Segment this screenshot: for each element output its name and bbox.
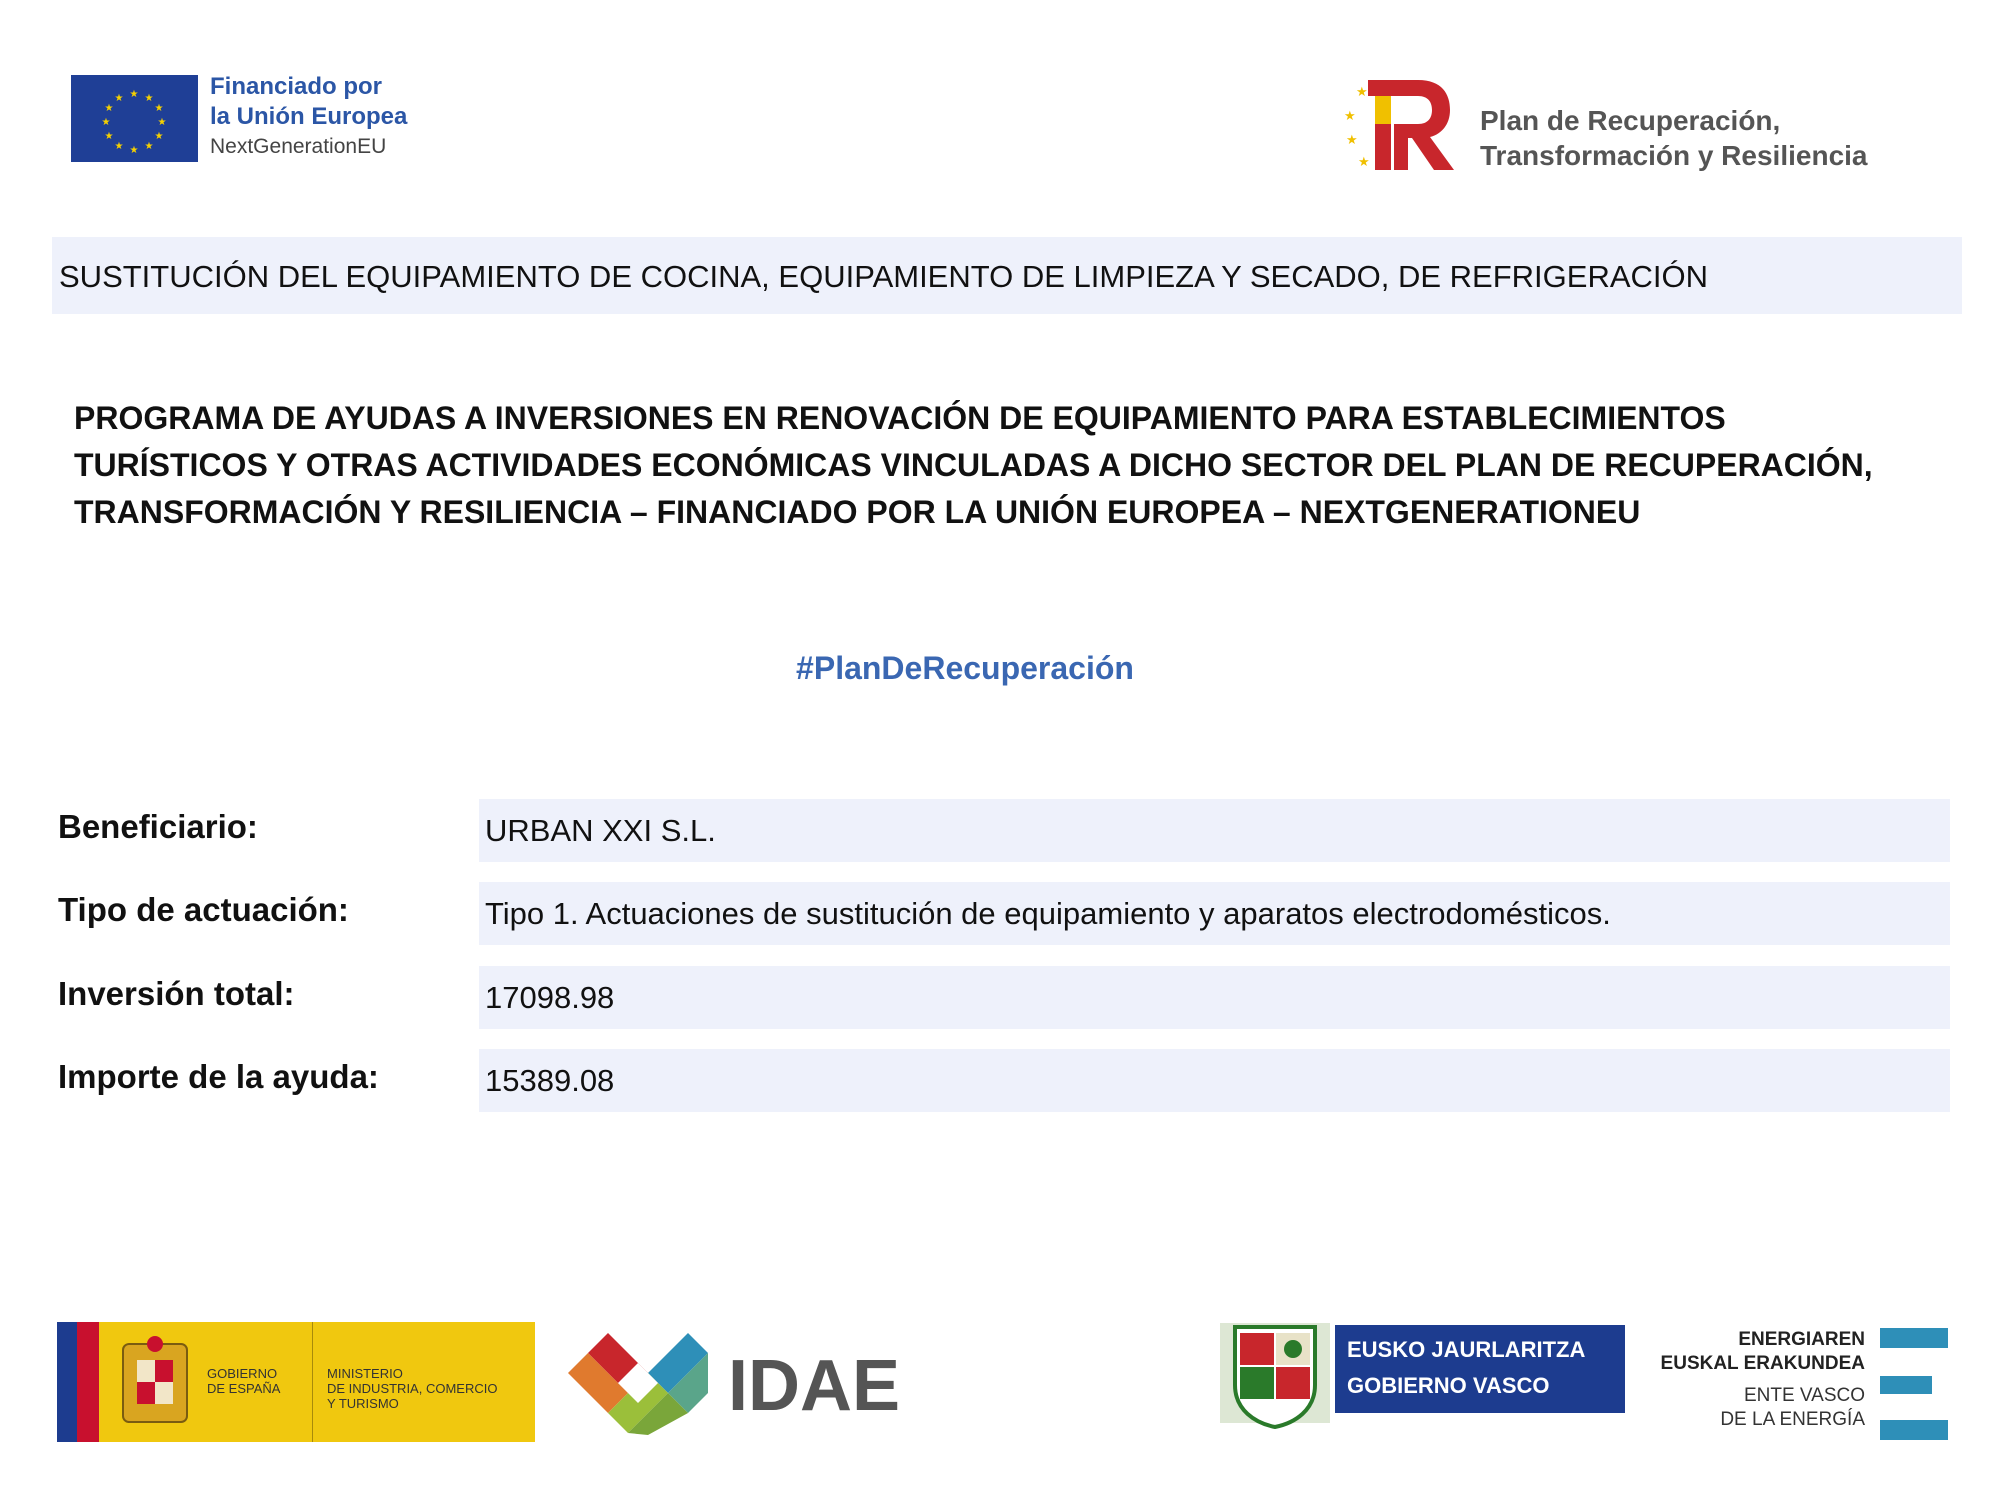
svg-text:★: ★ [144, 141, 154, 152]
svg-text:★: ★ [129, 145, 139, 156]
banner-text: SUSTITUCIÓN DEL EQUIPAMIENTO DE COCINA, EQUIPAMIENTO DE LIMPIEZA Y SECADO, DE REFRIGERACIÓN [59, 259, 1709, 294]
svg-text:★: ★ [129, 89, 139, 100]
prtr-line2: Transformación y Resiliencia [1480, 140, 1868, 171]
eve-bold-text [1640, 1328, 1865, 1376]
svg-text:★: ★ [114, 93, 124, 104]
eusko-text-box [1335, 1325, 1625, 1413]
ministry-line1: MINISTERIO [327, 1366, 403, 1381]
eve-regular-text [1640, 1384, 1865, 1432]
flag-strip-red [77, 1322, 99, 1442]
svg-text:★: ★ [104, 103, 114, 114]
total-investment-value: 17098.98 [485, 980, 615, 1015]
action-type-value: Tipo 1. Actuaciones de sustitución de equipamiento y aparatos electrodomésticos. [485, 896, 1611, 931]
eve-mark-icon [1875, 1324, 1950, 1444]
svg-text:★: ★ [104, 131, 114, 142]
eusko-line2: GOBIERNO VASCO [1347, 1373, 1550, 1398]
svg-text:★: ★ [144, 93, 154, 104]
flag-strip-blue [57, 1322, 77, 1442]
eve-line1: ENERGIAREN [1738, 1329, 1865, 1350]
total-investment-value-box [479, 966, 1950, 1029]
svg-text:★: ★ [1346, 133, 1358, 148]
total-investment-label: Inversión total: [58, 975, 295, 1012]
gobierno-espana-logo [57, 1322, 535, 1442]
ministry-line3: Y TURISMO [327, 1396, 399, 1411]
svg-text:★: ★ [1356, 85, 1368, 100]
prtr-line1: Plan de Recuperación, [1480, 105, 1781, 136]
gobierno-text [207, 1366, 280, 1396]
svg-text:★: ★ [157, 117, 167, 128]
ministry-line2: DE INDUSTRIA, COMERCIO [327, 1381, 498, 1396]
prtr-logo-text [1480, 103, 1960, 173]
program-title [74, 395, 1954, 536]
eu-line1: Financiado por [210, 73, 383, 100]
idae-text: IDAE [728, 1346, 901, 1426]
eu-funding-text [210, 72, 470, 162]
svg-text:★: ★ [154, 131, 164, 142]
aid-amount-value: 15389.08 [485, 1063, 615, 1098]
gobierno-divider [312, 1322, 313, 1442]
gobierno-line1: GOBIERNO [207, 1366, 278, 1381]
eve-line3: ENTE VASCO [1743, 1385, 1865, 1406]
beneficiary-label: Beneficiario: [58, 808, 258, 845]
aid-amount-value-box [479, 1049, 1950, 1112]
idae-logo [558, 1325, 901, 1443]
eusko-jaurlaritza-logo [1220, 1315, 1625, 1430]
svg-text:★: ★ [114, 141, 124, 152]
eusko-line1: EUSKO JAURLARITZA [1347, 1337, 1586, 1362]
svg-text:★: ★ [101, 117, 111, 128]
svg-text:★: ★ [1358, 155, 1370, 170]
eu-flag-logo [71, 75, 198, 162]
beneficiary-value: URBAN XXI S.L. [485, 813, 716, 848]
gobierno-line2: DE ESPAÑA [207, 1381, 281, 1396]
beneficiary-value-box [479, 799, 1950, 862]
eu-line3: NextGenerationEU [210, 135, 387, 158]
eve-line4: DE LA ENERGÍA [1720, 1409, 1865, 1430]
basque-coat-of-arms-icon [1220, 1315, 1330, 1430]
action-type-label: Tipo de actuación: [58, 891, 349, 928]
eu-line2: la Unión Europea [210, 103, 408, 130]
idae-mark-icon [558, 1325, 718, 1443]
svg-text:★: ★ [1344, 109, 1356, 124]
ente-vasco-energia-logo [1640, 1320, 1960, 1445]
svg-text:★: ★ [154, 103, 164, 114]
eve-line2: EUSKAL ERAKUNDEA [1660, 1353, 1865, 1374]
program-title-line: TURÍSTICOS Y OTRAS ACTIVIDADES ECONÓMICAS VINCULADAS A DICHO SECTOR DEL PLAN DE RECUPERACIÓN, [74, 447, 1873, 483]
program-title-line: PROGRAMA DE AYUDAS A INVERSIONES EN RENOVACIÓN DE EQUIPAMIENTO PARA ESTABLECIMIENTOS [74, 400, 1726, 436]
program-title-line: TRANSFORMACIÓN Y RESILIENCIA – FINANCIADO POR LA UNIÓN EUROPEA – NEXTGENERATIONEU [74, 494, 1641, 530]
action-type-value-box [479, 882, 1950, 945]
coat-of-arms-icon [115, 1334, 195, 1430]
ministry-text [327, 1366, 497, 1411]
aid-amount-label: Importe de la ayuda: [58, 1058, 379, 1095]
hashtag: #PlanDeRecuperación [796, 650, 1134, 686]
measure-banner [52, 237, 1962, 314]
prtr-logo-mark [1338, 74, 1458, 174]
